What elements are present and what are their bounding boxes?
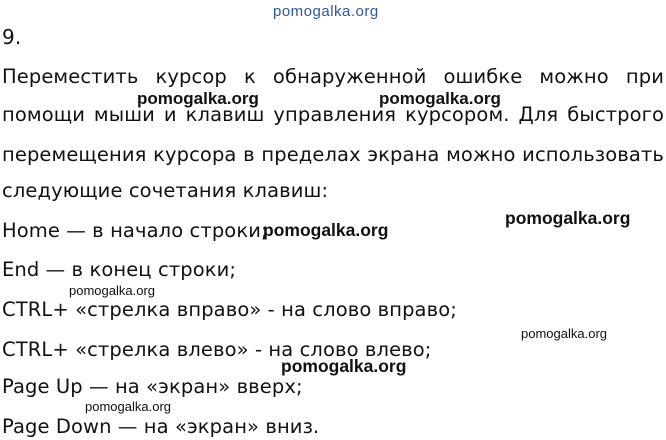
paragraph-line-1: Переместить курсор к обнаруженной ошибке можно при [2, 65, 664, 88]
watermark: pomogalka.org [85, 399, 171, 414]
shortcut-ctrl-left: CTRL+ «стрелка влево» - на слово влево; [2, 338, 432, 361]
paragraph-line-4: следующие сочетания клавиш: [2, 179, 329, 202]
watermark: pomogalka.org [263, 220, 389, 240]
paragraph-line-2: помощи мыши и клавиш управления курсором. Для быстрого [2, 103, 664, 126]
watermark: pomogalka.org [505, 208, 631, 228]
watermark: pomogalka.org [521, 326, 607, 341]
task-number: 9. [2, 25, 22, 49]
watermark-top: pomogalka.org [273, 3, 379, 20]
shortcut-ctrl-right: CTRL+ «стрелка вправо» - на слово вправо; [2, 298, 457, 321]
shortcut-page-up: Page Up — на «экран» вверх; [2, 375, 303, 398]
shortcut-page-down: Page Down — на «экран» вниз. [2, 415, 320, 438]
watermark: pomogalka.org [69, 283, 155, 298]
shortcut-home: Home — в начало строки; [2, 219, 268, 242]
shortcut-end: End — в конец строки; [2, 258, 237, 281]
watermark: pomogalka.org [281, 356, 407, 376]
watermark: pomogalka.org [379, 89, 501, 108]
watermark: pomogalka.org [137, 89, 259, 108]
paragraph-line-3: перемещения курсора в пределах экрана можно использовать [2, 143, 664, 166]
